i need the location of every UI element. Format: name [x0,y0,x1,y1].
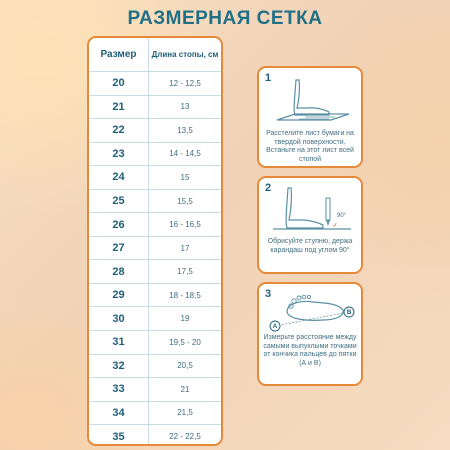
length-cell: 17,5 [177,267,193,277]
length-cell: 21 [180,384,190,394]
length-cell: 13,5 [177,125,193,135]
step-1-text: Расстелите лист бумаги на твердой поверхности. Встаньте на этот лист всей стопой [266,130,354,163]
table-row [89,190,221,214]
size-cell: 22 [89,119,149,142]
step-3-card [257,282,363,386]
pencil-outline-icon [269,184,355,236]
size-cell: 33 [89,378,149,401]
table-row [89,425,221,446]
table-row [89,143,221,167]
point-a-label: A [272,323,278,331]
point-b-label: B [346,309,352,317]
size-cell: 28 [89,260,149,283]
size-cell: 23 [89,143,149,166]
table-row [89,96,221,120]
header-size: Размер [89,38,149,71]
table-row [89,307,221,331]
length-cell: 20,5 [177,361,193,371]
table-row [89,355,221,379]
size-cell: 25 [89,190,149,213]
size-table-header [89,38,221,72]
length-cell: 19 [180,314,190,324]
size-cell: 30 [89,307,149,330]
length-cell: 13 [180,102,190,112]
foot-measure-icon [269,290,355,334]
table-row [89,213,221,237]
step-number: 2 [265,182,272,194]
table-row [89,331,221,355]
size-cell: 29 [89,284,149,307]
length-cell: 15,5 [177,196,193,206]
page-title: РАЗМЕРНАЯ СЕТКА [127,8,323,29]
step-1-card [257,66,363,168]
size-cell: 21 [89,96,149,119]
length-cell: 21,5 [177,408,193,418]
step-2-text: Обрисуйте ступню, держа карандаш под углом 90° [267,238,353,254]
size-cell: 32 [89,355,149,378]
foot-on-paper-icon [269,74,355,126]
table-row [89,166,221,190]
table-row [89,378,221,402]
length-cell: 19,5 - 20 [169,337,201,347]
step-3-text: Измерьте расстояние между самыми выпуклыми точками от кончика пальцев до пятки (А и В) [263,334,357,367]
step-number: 3 [265,288,272,300]
table-row [89,119,221,143]
length-cell: 22 - 22,5 [169,432,201,442]
table-row [89,237,221,261]
length-cell: 17 [180,243,190,253]
size-cell: 27 [89,237,149,260]
size-cell: 31 [89,331,149,354]
table-row [89,284,221,308]
size-table [87,36,223,446]
step-number: 1 [265,72,272,84]
size-cell: 24 [89,166,149,189]
header-length: Длина стопы, см [151,49,219,59]
table-row [89,72,221,96]
size-cell: 20 [89,72,149,95]
size-cell: 35 [89,425,149,446]
angle-label: 90° [337,213,347,219]
length-cell: 15 [180,172,190,182]
step-2-card [257,176,363,274]
length-cell: 18 - 18,5 [169,290,201,300]
table-row [89,260,221,284]
length-cell: 16 - 16,5 [169,220,201,230]
size-cell: 26 [89,213,149,236]
length-cell: 12 - 12,5 [169,78,201,88]
size-cell: 34 [89,402,149,425]
table-row [89,402,221,426]
length-cell: 14 - 14,5 [169,149,201,159]
